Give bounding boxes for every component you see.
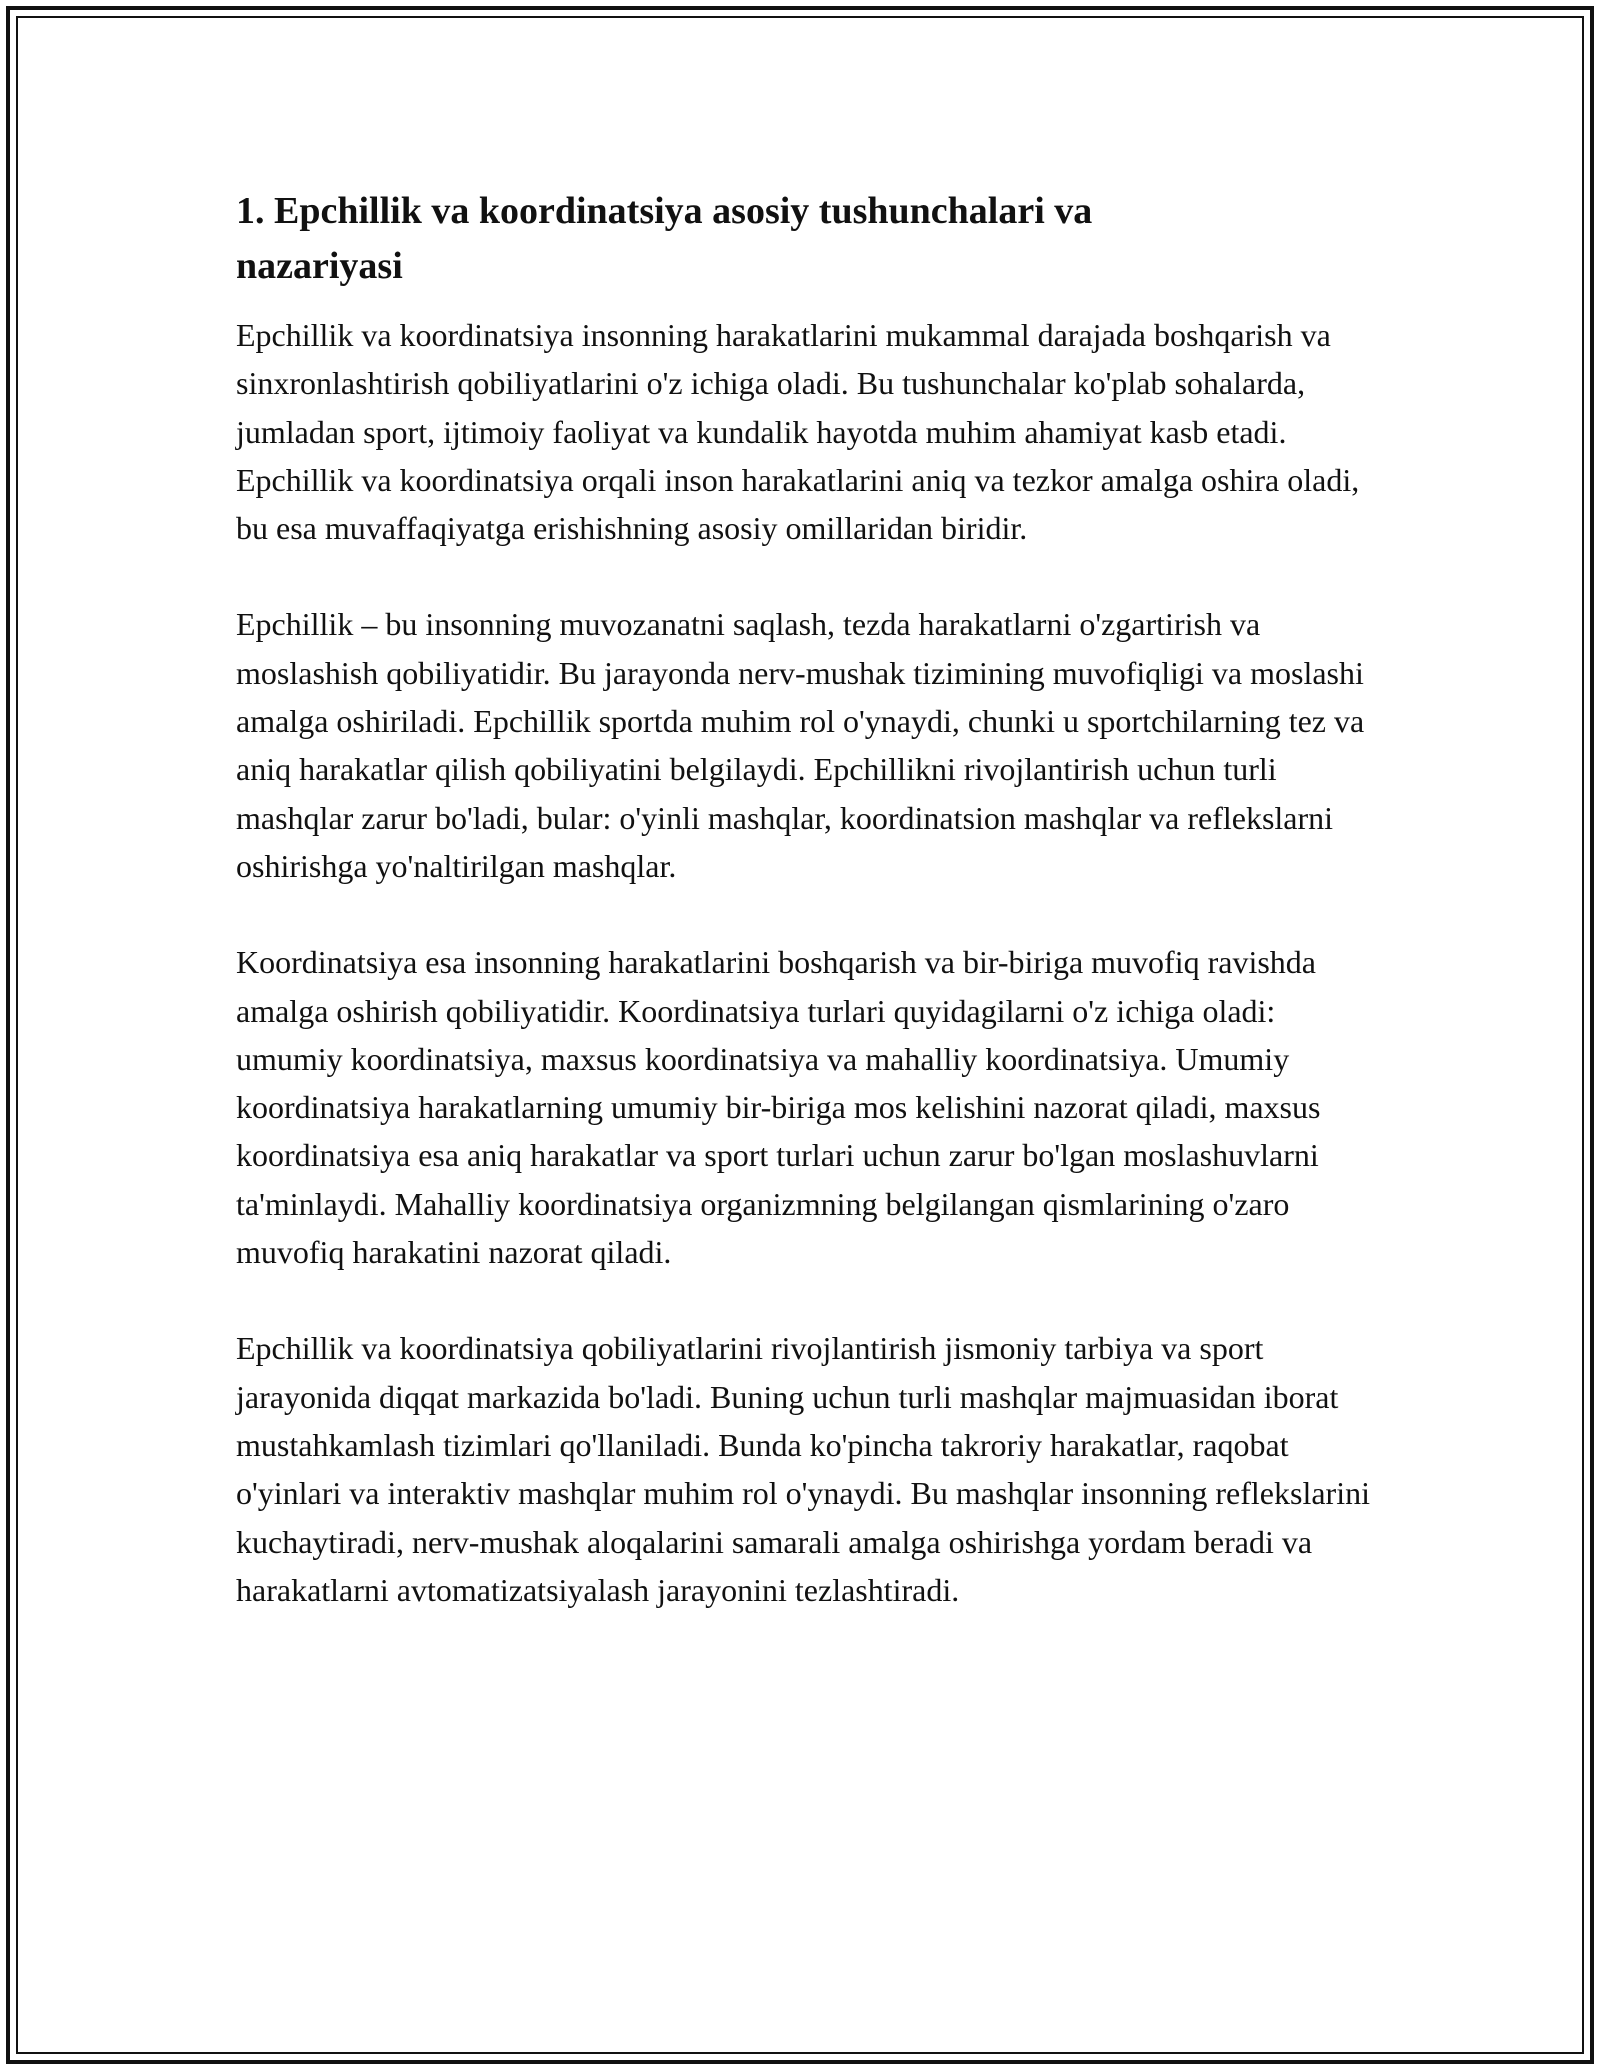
section-heading: 1. Epchillik va koordinatsiya asosiy tushunchalari va nazariyasi: [236, 190, 1093, 287]
paragraph-4: Epchillik va koordinatsiya qobiliyatlarini rivojlantirish jismoniy tarbiya va sport jarayonida diqqat markazida bo'ladi. Buning uchun turli mashqlar majmuasidan iborat mustahkamlash tizimlari qo'llaniladi. Bunda ko'pincha takroriy harakatlar, raqobat o'yinlari va interaktiv mashqlar muhim rol o'ynaydi. Bu mashqlar insonning reflekslarini kuchaytiradi, nerv-mushak aloqalarini samarali amalga oshirishga yordam beradi va harakatlarni avtomatizatsiyalash jarayonini tezlashtiradi.: [236, 1330, 1370, 1608]
paragraph-2: Epchillik – bu insonning muvozanatni saqlash, tezda harakatlarni o'zgartirish va moslashish qobiliyatidir. Bu jarayonda nerv-mushak tizimining muvofiqligi va moslashi amalga oshiriladi. Epchillik sportda muhim rol o'ynaydi, chunki u sportchilarning tez va aniq harakatlar qilish qobiliyatini belgilaydi. Epchillikni rivojlantirish uchun turli mashqlar zarur bo'ladi, bular: o'yinli mashqlar, koordinatsion mashqlar va reflekslarni oshirishga yo'naltirilgan mashqlar.: [236, 606, 1365, 884]
paragraph-3: Koordinatsiya esa insonning harakatlarini boshqarish va bir-biriga muvofiq ravishda amalga oshirish qobiliyatidir. Koordinatsiya turlari quyidagilarni o'z ichiga oladi: umumiy koordinatsiya, maxsus koordinatsiya va mahalliy koordinatsiya. Umumiy koordinatsiya harakatlarning umumiy bir-biriga mos kelishini nazorat qiladi, maxsus koordinatsiya esa aniq harakatlar va sport turlari uchun zarur bo'lgan moslashuvlarni ta'minlaydi. Mahalliy koordinatsiya organizmning belgilangan qismlarining o'zaro muvofiq harakatini nazorat qiladi.: [236, 944, 1321, 1271]
paragraph-1: Epchillik va koordinatsiya insonning harakatlarini mukammal darajada boshqarish va sinxronlashtirish qobiliyatlarini o'z ichiga oladi. Bu tushunchalar ko'plab sohalarda, jumladan sport, ijtimoiy faoliyat va kundalik hayotda muhim ahamiyat kasb etadi. Epchillik va koordinatsiya orqali inson harakatlarini aniq va tezkor amalga oshira oladi, bu esa muvaffaqiyatga erishishning asosiy omillaridan biridir.: [236, 317, 1360, 547]
document-body: [236, 184, 1376, 1662]
